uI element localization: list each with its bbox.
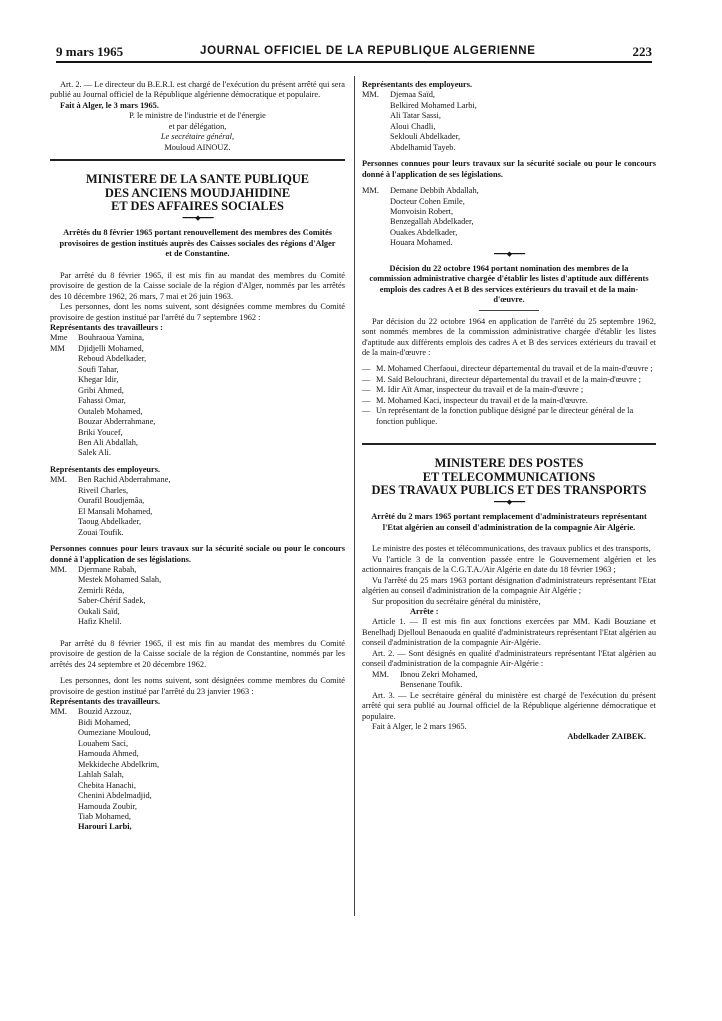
known-persons-heading-1: Personnes connues pour leurs travaux sur la sécurité sociale ou pour le concours donné à l'application de ses législations. (50, 544, 345, 564)
list-item: Reboud Abdelkader, (78, 354, 147, 364)
ministry-heading-2: DES ANCIENS MOUDJAHIDINE (104, 185, 291, 200)
list-item: Outaleb Mohamed, (78, 406, 143, 416)
list-item: Fahassi Omar, (78, 396, 126, 406)
paragraph-constantine-end: Par arrêté du 8 février 1965, il est mis fin au mandat des membres du Comité provisoire de gestion de la Caisse sociale de la région de Constantine, nommés par les arrêtés des 24 septembre et 20 décembre 1962. (50, 638, 345, 669)
employers-heading-1: Représentants des employeurs. (50, 464, 161, 474)
issue-date: 9 mars 1965 (56, 44, 124, 59)
ministry2-heading-1: MINISTERE DES POSTES (434, 456, 584, 471)
header-rule (56, 61, 652, 63)
list-item: Taoug Abdelkader, (78, 517, 142, 527)
decree2-title: Arrêté du 2 mars 1965 portant remplacement d'administrateurs représentant l'Etat algérien au conseil d'administration de la compagnie Air Algérie. (371, 512, 647, 532)
list-item: Ouakes Abdelkader, (390, 227, 458, 237)
workers-heading-2: Représentants des travailleurs. (50, 696, 161, 706)
ornament-divider: ━━━━◆━━━━ (493, 249, 525, 258)
employers-heading-2: Représentants des employeurs. (362, 80, 473, 89)
article-2: Art. 2. — Sont désignés en qualité d'administrateurs représentant l'Etat algérien au conseil d'administration de la compagnie Air-Algérie : (362, 648, 656, 669)
list-item: Abdelhamid Tayeb. (390, 142, 456, 152)
known-persons-list-1: MM. Djermane Rabah, Mestek Mohamed Salah, Zemirli Réda, Saber-Chérif Sadek, Oukali Saïd, Hafiz Khelil. (50, 564, 162, 627)
list-item: Ibnou Zekri Mohamed, (400, 669, 478, 679)
list-item: Hafiz Khelil. (78, 617, 122, 627)
list-item: Houara Mohamed. (390, 238, 453, 248)
article-1: Article 1. — Il est mis fin aux fonctions exercées par MM. Kadi Bouziane et Benelhadj Djelloul Benaouda en qualité d'administrateurs représentant l'Etat algérien au conseil d'administration de la compagnie Air-Algérie. (362, 617, 656, 648)
member-item: — M. Idir Aït Amar, inspecteur du travail et de la main-d'œuvre ; (362, 385, 584, 395)
page-number: 223 (632, 44, 652, 59)
list-item: Ali Tatar Sassi, (390, 111, 441, 121)
list-item: Zemirli Réda, (78, 585, 125, 595)
page-header (56, 40, 652, 64)
paragraph-constantine-appoint: Les personnes, dont les noms suivent, sont désignées comme membres du Comité provisoire de gestion institué par l'arrêté du 23 janvier 1963 : (50, 676, 345, 696)
list-item: Bouzar Abderrahmane, (78, 417, 156, 427)
employers-list-1: MM. Ben Rachid Abderrahmane, Riveil Charles, Ourafil Boudjemâa, El Mansali Mohamed, Taoug Abdelkader, Zouai Toufik. (50, 475, 171, 537)
article-2-beri: Art. 2. — Le directeur du B.E.R.I. est chargé de l'exécution du présent arrêté qui sera publié au Journal officiel de la République algérienne démocratique et populaire. (50, 80, 345, 100)
list-item: Riveil Charles, (78, 485, 129, 495)
done-at-alger: Fait à Alger, le 3 mars 1965. (60, 100, 159, 110)
decision-title: Décision du 22 octobre 1964 portant nomination des membres de la commission administrative chargée d'établir les listes d'aptitude aux différents emplois des cadres A et B des services extérieurs du travail et de la main-d'œuvre. (369, 263, 649, 305)
member-item: — Un représentant de la fonction publique désigné par le directeur général de la fonction publique. (362, 406, 634, 426)
list-item: Monvoisin Robert, (390, 206, 454, 216)
list-item: Ben Ali Abdallah, (78, 438, 139, 447)
paragraph-alger-appoint: Les personnes, dont les noms suivent, sont désignées comme membres du Comité provisoire de gestion institué par l'arrêté du 7 septembre 1962 : (50, 302, 345, 322)
list-item: Oukali Saïd, (78, 606, 120, 616)
list-item: Soufi Tahar, (78, 364, 119, 374)
list-item: Briki Youcef, (78, 427, 123, 437)
signature-line-1: P. le ministre de l'industrie et de l'énergie (129, 111, 266, 121)
ornament-divider: ━━━━◆━━━━ (493, 498, 525, 507)
list-item: Hamouda Zoubir, (78, 801, 137, 811)
right-column (362, 80, 656, 743)
list-item: Demane Debbih Abdallah, (390, 186, 479, 196)
member-item: — M. Mohamed Kaci, inspecteur du travail et de la main-d'œuvre. (362, 395, 588, 405)
ornament-divider: ━━━━◆━━━━ (182, 214, 213, 223)
list-item: Seklouli Abdelkader, (390, 132, 461, 142)
list-item: Zouai Toufik. (78, 527, 124, 537)
list-item: Salek Ali. (78, 448, 111, 458)
list-item: Bouzid Azzouz, (78, 707, 132, 717)
considering-2: Vu l'arrêté du 25 mars 1963 portant désignation d'administrateurs représentant l'Etat algérien au conseil d'administration de la compagnie Air Algérie ; (362, 575, 656, 596)
list-item: Chebita Hanachi, (78, 780, 136, 790)
proposal-line: Sur proposition du secrétaire général du ministère, (372, 596, 541, 606)
list-item: El Mansali Mohamed, (78, 506, 153, 516)
ministry-heading-3: ET DES AFFAIRES SOCIALES (111, 198, 284, 213)
member-item: — M. Saïd Belouchrani, directeur départemental du travail et de la main-d'œuvre ; (362, 374, 641, 384)
list-item: Chenini Abdelmadjid, (78, 791, 152, 801)
journal-title: JOURNAL OFFICIEL DE LA REPUBLIQUE ALGERIENNE (200, 45, 536, 57)
member-item: — M. Mohamed Cherfaoui, directeur départemental du travail et de la main-d'œuvre ; (362, 364, 653, 374)
list-item: Louahem Saci, (78, 738, 129, 748)
list-item: Djemaa Saïd, (390, 90, 435, 100)
signature-line-3: Le secrétaire général, (160, 132, 235, 142)
list-item: Bensenane Toufik. (400, 680, 463, 690)
list-item: Gribi Ahmed, (78, 385, 124, 395)
done-at-alger-2: Fait à Alger, le 2 mars 1965. (372, 721, 467, 731)
workers-heading-1: Représentants des travailleurs : (50, 323, 163, 333)
column-divider (354, 76, 355, 916)
list-item: Mestek Mohamed Salah, (78, 575, 162, 585)
decision-paragraph: Par décision du 22 octobre 1964 en application de l'arrêté du 25 septembre 1962, sont nommés membres de la commission administrative chargée d'établir les listes d'aptitude aux différents emplois des cadres A et B des services extérieurs du travail et de la main-d'œuvre : (362, 316, 656, 357)
list-item: Ourafil Boudjemâa, (78, 496, 145, 506)
workers-list-1: Mme Bouhraoua Yamina, (50, 333, 145, 343)
list-item: Djermane Rabah, (78, 564, 137, 574)
list-item: Ben Rachid Abderrahmane, (78, 475, 171, 485)
known-persons-heading-2: Personnes connues pour leurs travaux sur la sécurité sociale ou pour le concours donné à l'application de ses législations. (362, 159, 656, 179)
list-item: Lahlah Salah, (78, 770, 124, 780)
list-item: Khegar Idir, (78, 375, 119, 385)
list-item: Belkired Mohamed Larbi, (390, 100, 477, 110)
signature-name: Mouloud AINOUZ. (164, 142, 231, 152)
workers-list-2: MM. Bouzid Azzouz, Bidi Mohamed, Oumeziane Mouloud, Louahem Saci, Hamouda Ahmed, Mekkideche Abdelkrim, Lahlah Salah, Chebita Hanachi, Chenini Abdelmadjid, Hamouda Zoubir, Tiab Mohamed, Harouri Larbi, (50, 707, 160, 832)
article-3: Art. 3. — Le secrétaire général du ministère est chargé de l'exécution du présent arrêté qui sera publié au Journal officiel de la République algérienne démocratique et populaire. (362, 690, 656, 721)
ministry-heading-1: MINISTERE DE LA SANTE PUBLIQUE (85, 172, 310, 187)
list-item: Oumeziane Mouloud, (78, 728, 151, 738)
list-item: Djidjelli Mohamed, (78, 343, 144, 353)
signature-line-2: et par délégation, (168, 121, 227, 131)
ministry2-heading-3: DES TRAVAUX PUBLICS ET DES TRANSPORTS (371, 482, 647, 497)
decrees-word: Arrête : (410, 606, 439, 616)
list-item: Saber-Chérif Sadek, (78, 596, 146, 606)
employers-list-2: MM. Djemaa Saïd, Belkired Mohamed Larbi, Ali Tatar Sassi, Aloui Chadli, Seklouli Abdelkader, Abdelhamid Tayeb. (362, 90, 477, 152)
list-item: Harouri Larbi, (78, 822, 132, 832)
list-item: Aloui Chadli, (390, 121, 436, 131)
list-item: Hamouda Ahmed, (78, 749, 139, 759)
administrators-list: MM. Ibnou Zekri Mohamed, Bensenane Toufik. (372, 669, 478, 690)
known-persons-list-2: MM. Demane Debbih Abdallah, Docteur Cohen Emile, Monvoisin Robert, Benzegallah Abdelkader, Ouakes Abdelkader, Houara Mohamed. (362, 186, 479, 248)
signature-zaibek: Abdelkader ZAIBEK. (567, 732, 646, 742)
list-item: Benzegallah Abdelkader, (390, 217, 474, 227)
list-item: Mekkideche Abdelkrim, (78, 759, 160, 769)
minister-line: Le ministre des postes et télécommunications, des travaux publics et des transports, (372, 544, 651, 554)
paragraph-alger-end: Par arrêté du 8 février 1965, il est mis fin au mandat des membres du Comité provisoire de gestion de la Caisse sociale de la région d'Alger, nommés par les arrêtés des 10 décembre 1962, 26 mars, 7 mai et 26 juin 1963. (50, 270, 345, 301)
ministry2-heading-2: ET TELECOMMUNICATIONS (422, 469, 596, 484)
left-column: Art. 2. — Le directeur du B.E.R.I. est chargé de l'exécution du présent arrêté qui sera publié au Journal officiel de la République algérienne démocratique et populaire. Fait à Alger, le 3 mars 1965. P. le ministre de l'industrie et de l'énergie et par délégation, Le secrétaire général, Mouloud AINOUZ. MINISTERE DE LA SANTE PUBLIQUE DES ANCIENS MOUDJAHIDINE ET DES AFFAIRES SOCIALES ━━━━◆━━━━ Arrêtés du 8 février 1965 portant renouvellement des membres des Comités provisoires de gestion institués auprès des Caisses sociales des régions d'Alger et de Constantine. Par arrêté du 8 février 1965, il est mis fin au mandat des membres du Comité provisoire de gestion de la Caisse sociale de la région d'Alger, nommés par les arrêtés des 10 décembre 1962, 26 mars, 7 mai et 26 juin 1963. Les personnes, dont les noms suivent, sont désignées comme membres du Comité provisoire de gestion institué par l'arrêté du 7 septembre 1962 : Représentants des travailleurs : Mme Bouhraoua Yamina, MM Djidjelli Mohamed, Reboud Abdelkader, Soufi Tahar, Khegar Idir, Gribi Ahmed, Fahassi Omar, Outaleb Mohamed, Bouzar Abderrahmane, Briki Youcef, Ben Ali Abdallah, Salek Ali. Représentants des employeurs. MM. Ben Rachid Abderrahmane, Riveil Charles, Ourafil Boudjemâa, El Mansali Mohamed, Taoug Abdelkader, Zouai Toufik. Personnes connues pour leurs travaux sur la sécurité sociale ou pour le concours donné à l'application de ses législations. MM. Djermane Rabah, Mestek Mohamed Salah, Zemirli Réda, Saber-Chérif Sadek, Oukali Saïd, Hafiz Khelil. Par arrêté du 8 février 1965, il est mis fin au mandat des membres du Comité provisoire de gestion de la Caisse sociale de la région de Constantine, nommés par les arrêtés des 24 septembre et 20 décembre 1962. Les personnes, dont les noms suivent, sont désignées comme membres du Comité provisoire de gestion institué par l'arrêté du 23 janvier 1963 : Représentants des travailleurs. MM. Bouzid Azzouz, Bidi Mohamed, Oumeziane Mouloud, Louahem Saci, Hamouda Ahmed, Mekkideche Abdelkrim, Lahlah Salah, Chebita Hanachi, Chenini Abdelmadjid, Hamouda Zoubir, Tiab Mohamed, Harouri Larbi, (50, 80, 345, 832)
decree-title: Arrêtés du 8 février 1965 portant renouvellement des membres des Comités provisoires de gestion institués auprès des Caisses sociales des régions d'Alger et de Constantine. (59, 228, 336, 259)
list-item: Bidi Mohamed, (78, 717, 131, 727)
list-item: Docteur Cohen Emile, (390, 196, 465, 206)
section-rule (50, 159, 345, 161)
section-rule (362, 443, 656, 445)
short-rule (479, 310, 539, 311)
considering-1: Vu l'article 3 de la convention passée entre le Gouvernement algérien et les actionnaires français de la C.G.T.A./Air Algérie en date du 18 février 1963 ; (362, 554, 656, 575)
list-item: Tiab Mohamed, (78, 811, 131, 821)
